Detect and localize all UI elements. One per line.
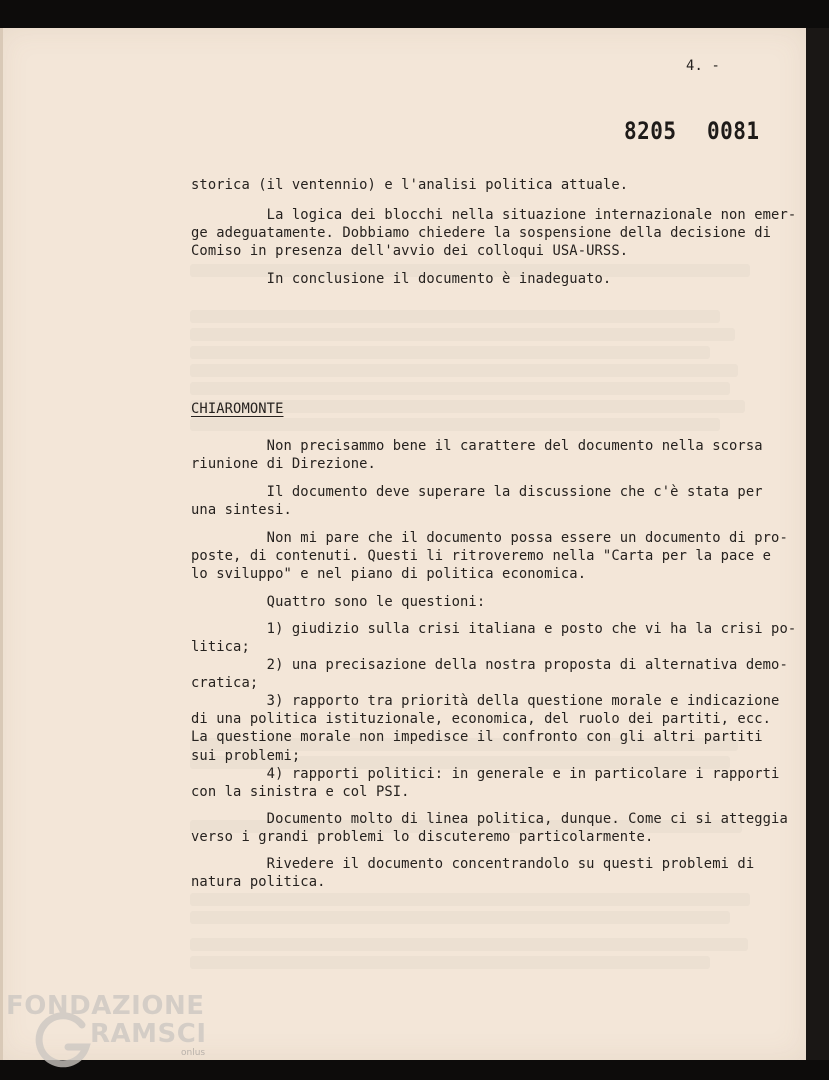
text-line: Non mi pare che il documento possa essere un documento di pro- — [191, 530, 788, 546]
gramsci-g-logo-icon — [34, 1011, 94, 1071]
text-line: 3) rapporto tra priorità della questione morale e indicazione — [191, 693, 780, 709]
text-line: poste, di contenuti. Questi li ritroveremo nella "Carta per la pace e — [191, 548, 772, 565]
archive-stamp-part1: 8205 — [624, 117, 677, 145]
text-line: 2) una precisazione della nostra proposta di alternativa demo- — [191, 657, 788, 673]
show-through-line — [190, 893, 750, 906]
text-line: ge adeguatamente. Dobbiamo chiedere la sospensione della decisione di — [191, 225, 772, 242]
closing-paragraph — [191, 810, 788, 846]
text-line: Non precisammo bene il carattere del documento nella scorsa — [191, 438, 763, 454]
text-line: La logica dei blocchi nella situazione internazionale non emer- — [191, 207, 797, 223]
show-through-line — [190, 310, 720, 323]
text-line: Comiso in presenza dell'avvio dei colloqui USA-URSS. — [191, 243, 629, 260]
closing-paragraph — [191, 855, 761, 891]
question-item — [191, 692, 780, 765]
text-line: con la sinistra e col PSI. — [191, 784, 410, 801]
fondazione-gramsci-watermark — [4, 991, 214, 1071]
show-through-line — [190, 956, 710, 969]
watermark-sub: onlus — [181, 1048, 206, 1058]
speech-paragraph — [191, 593, 761, 611]
text-line: Il documento deve superare la discussione che c'è stata per — [191, 484, 763, 500]
text-line: natura politica. — [191, 874, 326, 891]
page-edge — [0, 28, 3, 1060]
text-line: litica; — [191, 639, 250, 656]
speech-paragraph — [191, 529, 788, 584]
question-item — [191, 765, 780, 801]
question-item — [191, 656, 788, 692]
show-through-line — [190, 328, 735, 341]
text-line: La questione morale non impedisce il confronto con gli altri partiti — [191, 729, 763, 746]
text-line: cratica; — [191, 675, 259, 692]
show-through-line — [190, 382, 730, 395]
watermark-line2: RAMSCI — [90, 1019, 207, 1049]
show-through-line — [190, 418, 720, 431]
watermark-line1: FONDAZIONE — [6, 991, 205, 1021]
scanner-edge — [806, 28, 829, 1060]
text-line: di una politica istituzionale, economica, del ruolo dei partiti, ecc. — [191, 711, 772, 728]
show-through-line — [190, 364, 738, 377]
question-item — [191, 620, 797, 656]
text-line: 1) giudizio sulla crisi italiana e posto che vi ha la crisi po- — [191, 621, 797, 637]
text-line: lo sviluppo" e nel piano di politica economica. — [191, 566, 587, 583]
text-line: Quattro sono le questioni: — [191, 594, 486, 610]
text-line: 4) rapporti politici: in generale e in particolare i rapporti — [191, 766, 780, 782]
page-number: 4. - — [686, 58, 721, 74]
paragraph-conclusione — [191, 270, 761, 288]
text-line: una sintesi. — [191, 502, 292, 519]
continuation-paragraph — [191, 176, 761, 194]
speech-paragraph — [191, 437, 761, 473]
speaker-heading — [191, 400, 761, 418]
speaker-name: CHIAROMONTE — [191, 401, 284, 417]
text-line: Rivedere il documento concentrandolo su questi problemi di — [191, 856, 755, 872]
text-line: storica (il ventennio) e l'analisi politica attuale. — [191, 177, 629, 193]
show-through-line — [190, 938, 748, 951]
paragraph-blocchi — [191, 206, 797, 261]
show-through-line — [190, 346, 710, 359]
text-line: verso i grandi problemi lo discuteremo particolarmente. — [191, 829, 654, 846]
speech-paragraph — [191, 483, 761, 519]
text-line: Documento molto di linea politica, dunque. Come ci si atteggia — [191, 811, 788, 827]
text-line: riunione di Direzione. — [191, 456, 376, 473]
text-line: In conclusione il documento è inadeguato. — [191, 271, 612, 287]
text-line: sui problemi; — [191, 747, 301, 764]
archive-stamp-part2: 0081 — [707, 117, 760, 145]
show-through-line — [190, 911, 730, 924]
